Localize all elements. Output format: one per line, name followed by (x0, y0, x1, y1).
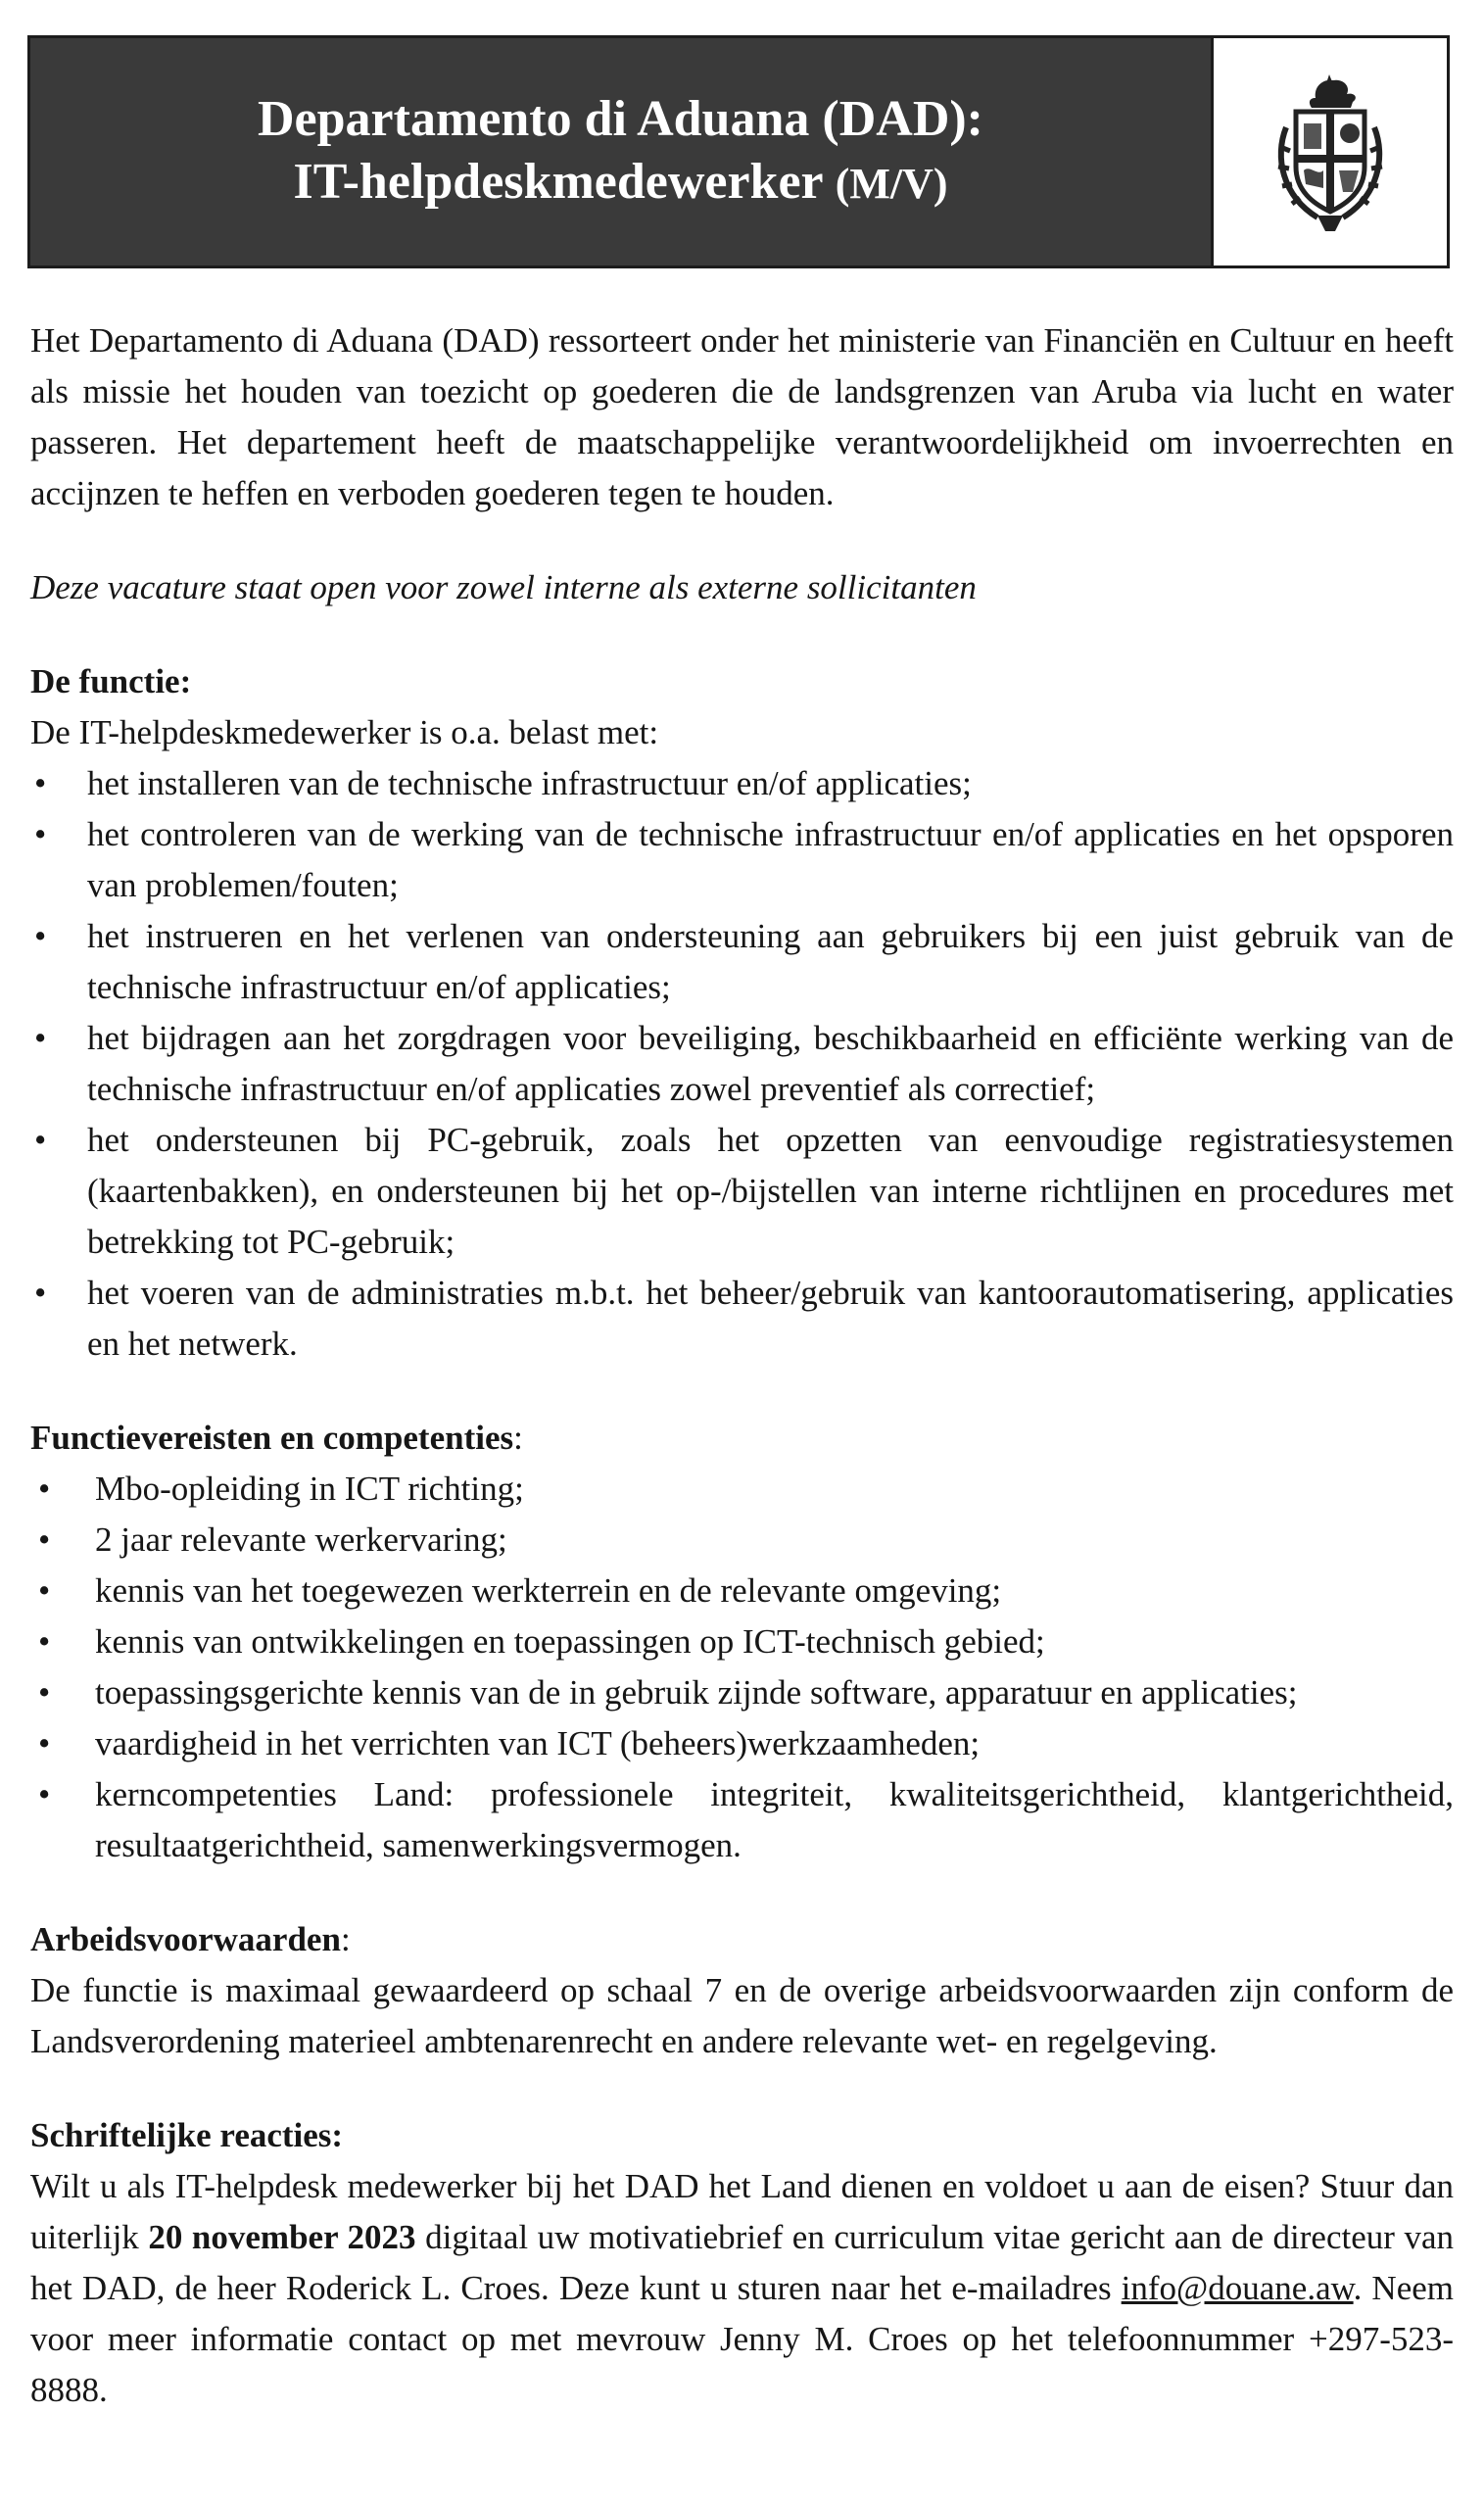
functie-lead: De IT-helpdeskmedewerker is o.a. belast met: (30, 713, 659, 751)
reacties-text: Wilt u als IT-helpdesk medewerker bij het DAD het Land dienen en voldoet u aan de eisen? Stuur dan uiterlijk 20 november 2023 digitaal uw motivatiebrief en curriculum vitae gericht aan de directeur van het DAD, de heer Roderick L. Croes. Deze kunt u sturen naar het e-mailadres info@douane.aw. Neem voor meer informatie contact op met mevrouw Jenny M. Croes op het telefoonnummer +297-523-8888. (30, 2167, 1455, 2409)
bullet-icon: • (34, 764, 47, 802)
bullet-icon: • (34, 1121, 47, 1159)
vereisten-list (30, 1464, 1454, 1871)
header-title: Departamento di Aduana (DAD): (258, 91, 983, 147)
list-item: • het voeren van de administraties m.b.t. het beheer/gebruik van kantoorautomatisering, applicaties en het netwerk. (30, 1268, 1454, 1370)
gender-note: (M/V) (835, 160, 948, 208)
section-heading-voorwaarden: Arbeidsvoorwaarden: (30, 1920, 351, 1958)
section-heading-reacties: Schriftelijke reacties: (30, 2116, 344, 2154)
functie-list (30, 758, 1454, 1370)
bullet-icon: • (38, 1775, 51, 1813)
bullet-icon: • (34, 1274, 47, 1312)
list-item: • kennis van het toegewezen werkterrein en de relevante omgeving; (30, 1566, 1454, 1616)
list-item: • toepassingsgerichte kennis van de in gebruik zijnde software, apparatuur en applicaties; (30, 1667, 1454, 1718)
list-item: • het controleren van de werking van de technische infrastructuur en/of applicaties en het opsporen van problemen/fouten; (30, 809, 1454, 911)
bullet-icon: • (34, 815, 47, 853)
section-functie (30, 656, 1454, 1370)
aruba-coat-of-arms-icon (1257, 69, 1404, 235)
bullet-icon: • (38, 1622, 51, 1661)
list-item: • vaardigheid in het verrichten van ICT (beheers)werkzaamheden; (30, 1718, 1454, 1769)
section-reacties (30, 2110, 1454, 2416)
list-item: • kerncompetenties Land: professionele integriteit, kwaliteitsgerichtheid, klantgerichtheid, resultaatgerichtheid, samenwerkingsvermogen. (30, 1769, 1454, 1871)
header-title-band (30, 38, 1211, 265)
logo-box (1211, 38, 1447, 265)
job-title: IT-helpdeskmedewerker (293, 154, 823, 210)
bullet-icon: • (34, 917, 47, 955)
intro-paragraph: Het Departamento di Aduana (DAD) ressorteert onder het ministerie van Financiën en Cultuur en heeft als missie het houden van toezicht op goederen die de landsgrenzen van Aruba via lucht en water passeren. Het departement heeft de maatschappelijke verantwoordelijkheid om invoerrechten en accijnzen te heffen en verboden goederen tegen te houden. (30, 321, 1454, 512)
section-heading-vereisten: Functievereisten en competenties: (30, 1419, 523, 1457)
email-link[interactable]: info@douane.aw (1121, 2269, 1354, 2307)
section-voorwaarden (30, 1914, 1454, 2067)
deadline-date: 20 november 2023 (148, 2218, 416, 2256)
list-item: • het bijdragen aan het zorgdragen voor beveiliging, beschikbaarheid en efficiënte werking van de technische infrastructuur en/of applicaties zowel preventief als correctief; (30, 1013, 1454, 1115)
vacancy-body (30, 315, 1454, 2416)
list-item: • 2 jaar relevante werkervaring; (30, 1515, 1454, 1566)
list-item: • het installeren van de technische infrastructuur en/of applicaties; (30, 758, 1454, 809)
list-item: • kennis van ontwikkelingen en toepassingen op ICT-technisch gebied; (30, 1616, 1454, 1667)
vacancy-header (27, 35, 1450, 268)
bullet-icon: • (38, 1724, 51, 1762)
availability-note: Deze vacature staat open voor zowel interne als externe sollicitanten (30, 568, 977, 606)
bullet-icon: • (38, 1571, 51, 1610)
section-heading-functie: De functie: (30, 662, 192, 700)
header-subtitle (293, 151, 947, 216)
list-item: • het ondersteunen bij PC-gebruik, zoals het opzetten van eenvoudige registratiesystemen (kaartenbakken), en ondersteunen bij het op-/bijstellen van interne richtlijnen en procedures met betrekking tot PC-gebruik; (30, 1115, 1454, 1268)
voorwaarden-text: De functie is maximaal gewaardeerd op schaal 7 en de overige arbeidsvoorwaarden zijn conform de Landsverordening materieel ambtenarenrecht en andere relevante wet- en regelgeving. (30, 1971, 1454, 2060)
bullet-icon: • (38, 1470, 51, 1508)
bullet-icon: • (38, 1673, 51, 1712)
section-vereisten (30, 1413, 1454, 1871)
list-item: • Mbo-opleiding in ICT richting; (30, 1464, 1454, 1515)
bullet-icon: • (38, 1520, 51, 1559)
bullet-icon: • (34, 1019, 47, 1057)
list-item: • het instrueren en het verlenen van ondersteuning aan gebruikers bij een juist gebruik van de technische infrastructuur en/of applicaties; (30, 911, 1454, 1013)
